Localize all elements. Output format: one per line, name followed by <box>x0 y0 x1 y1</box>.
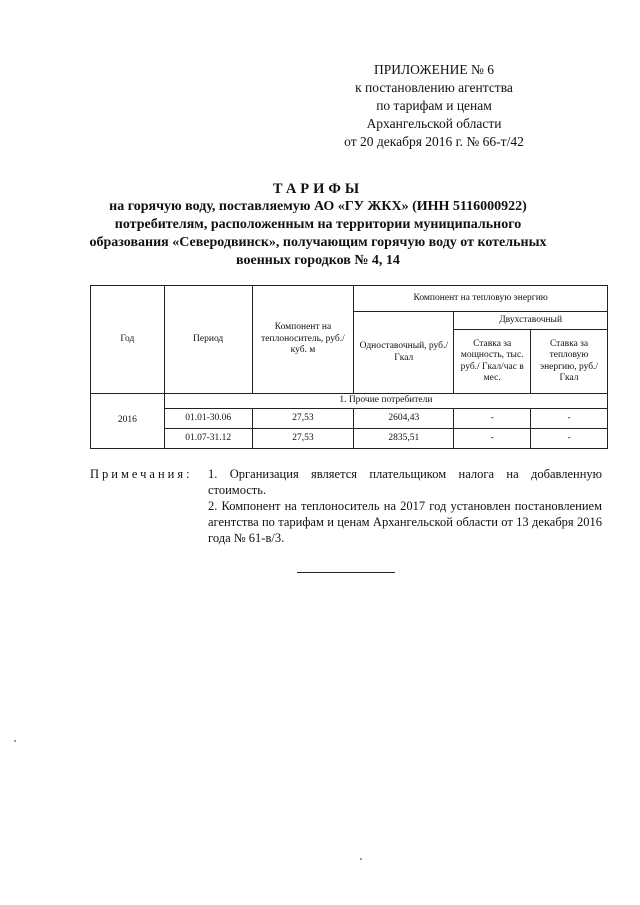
section-row: 1. Прочие потребители <box>164 394 607 409</box>
note-item: 1. Организация является плательщиком налога на добавленную стоимость. <box>208 467 602 497</box>
header-period: Период <box>164 286 252 394</box>
appendix-number: ПРИЛОЖЕНИЕ № 6 <box>373 62 495 77</box>
header-two-rate: Двухставочный <box>454 312 608 330</box>
cell-period: 01.01-30.06 <box>164 409 252 429</box>
appendix-line: по тарифам и ценам <box>376 98 492 113</box>
title-line: военных городков № 4, 14 <box>236 253 400 268</box>
cell-coolant: 27,53 <box>252 409 354 429</box>
document-title <box>88 180 548 270</box>
closing-divider <box>297 572 395 573</box>
cell-coolant: 27,53 <box>252 429 354 449</box>
notes-label: Примечания: <box>90 467 193 481</box>
title-heading: ТАРИФЫ <box>272 181 364 197</box>
header-thermal: Компонент на тепловую энергию <box>354 286 608 312</box>
scan-speck <box>360 858 362 860</box>
appendix-line: Архангельской области <box>366 116 502 131</box>
header-year: Год <box>91 286 165 394</box>
cell-single-rate: 2604,43 <box>354 409 454 429</box>
appendix-date: от 20 декабря 2016 г. № 66-т/42 <box>344 134 524 149</box>
title-line: потребителям, расположенным на территории муниципального <box>114 217 522 232</box>
header-capacity-rate: Ставка за мощность, тыс. руб./ Гкал/час в мес. <box>454 330 531 394</box>
title-line: на горячую воду, поставляемую АО «ГУ ЖКХ» (ИНН 5116000922) <box>109 199 527 214</box>
appendix-block <box>304 61 564 151</box>
scan-speck <box>14 740 16 742</box>
notes-block <box>90 466 602 546</box>
table-row <box>91 409 608 429</box>
header-single-rate: Одноставочный, руб./Гкал <box>354 312 454 394</box>
cell-year: 2016 <box>91 394 165 449</box>
cell-capacity-rate: - <box>454 409 531 429</box>
appendix-line: к постановлению агентства <box>355 80 513 95</box>
cell-single-rate: 2835,51 <box>354 429 454 449</box>
cell-capacity-rate: - <box>454 429 531 449</box>
notes-list <box>208 466 602 546</box>
header-energy-rate: Ставка за тепловую энергию, руб./Гкал <box>531 330 608 394</box>
cell-energy-rate: - <box>531 429 608 449</box>
table-row <box>91 429 608 449</box>
header-coolant: Компонент на теплоноситель, руб./куб. м <box>252 286 354 394</box>
tariff-table <box>90 285 608 449</box>
note-item: 2. Компонент на теплоноситель на 2017 год установлен постановлением агентства по тарифам и ценам Архангельской области от 13 декабря 2016 года № 61-в/3. <box>208 499 602 545</box>
cell-energy-rate: - <box>531 409 608 429</box>
cell-period: 01.07-31.12 <box>164 429 252 449</box>
title-line: образования «Северодвинск», получающим горячую воду от котельных <box>89 235 547 250</box>
